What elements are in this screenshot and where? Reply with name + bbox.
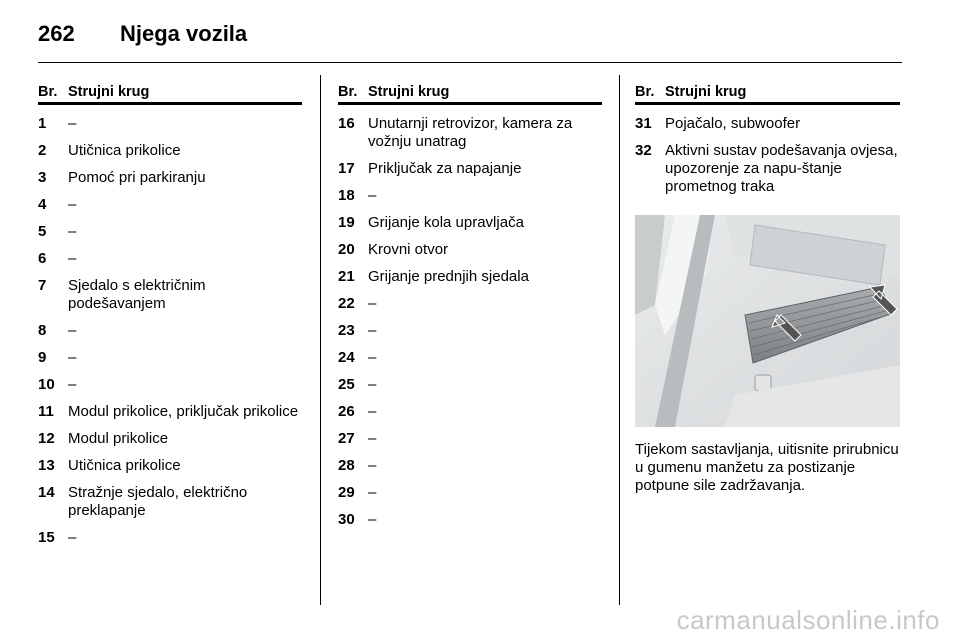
trunk-panel-photo (635, 215, 900, 427)
column-divider (320, 75, 321, 605)
fuse-circuit: Sjedalo s električnim podešavanjem (68, 277, 206, 312)
fuse-circuit: – (368, 484, 377, 501)
fuse-number: 3 (38, 169, 47, 186)
table-row (338, 426, 602, 453)
fuse-number: 15 (38, 529, 55, 546)
table-row (338, 480, 602, 507)
table-row (38, 219, 302, 246)
fuse-circuit: Utičnica prikolice (68, 142, 181, 159)
table-row (338, 507, 602, 534)
fuse-circuit: – (368, 322, 377, 339)
table-row (635, 138, 900, 201)
fuse-number: 23 (338, 322, 355, 339)
table-row (38, 111, 302, 138)
table-header (338, 80, 602, 105)
fuse-circuit: Modul prikolice (68, 430, 169, 447)
fuse-circuit: – (368, 187, 377, 204)
fuse-circuit: – (368, 295, 377, 312)
table-row (38, 372, 302, 399)
table-row (38, 345, 302, 372)
fuse-number: 11 (38, 403, 54, 420)
fuse-number: 10 (38, 376, 55, 393)
header-rule (38, 62, 902, 63)
fuse-circuit: – (368, 349, 377, 366)
header-number: Br. (635, 84, 655, 100)
header-number: Br. (38, 84, 58, 100)
table-row (38, 426, 302, 453)
fuse-circuit: Pojačalo, subwoofer (665, 115, 801, 132)
fuse-number: 24 (338, 349, 355, 366)
fuse-circuit: – (68, 196, 77, 213)
fuse-number: 26 (338, 403, 355, 420)
fuse-circuit: Utičnica prikolice (68, 457, 181, 474)
table-row (38, 399, 302, 426)
fuse-circuit: – (368, 511, 377, 528)
page-number: 262 (38, 21, 75, 46)
header-circuit: Strujni krug (68, 84, 150, 100)
fuse-circuit: – (368, 457, 377, 474)
table-row (38, 480, 302, 525)
table-row (338, 156, 602, 183)
table-row (338, 264, 602, 291)
fuse-number: 22 (338, 295, 355, 312)
fuse-number: 6 (38, 250, 47, 267)
fuse-number: 16 (338, 115, 355, 132)
fuse-number: 17 (338, 160, 355, 177)
fuse-number: 7 (38, 277, 47, 294)
table-row (38, 453, 302, 480)
fuse-table-column-2 (338, 80, 602, 534)
fuse-number: 4 (38, 196, 47, 213)
fuse-table-column-1 (38, 80, 302, 552)
fuse-circuit: – (68, 115, 77, 132)
table-row (38, 138, 302, 165)
column-divider (619, 75, 620, 605)
table-row (635, 111, 900, 138)
header-circuit: Strujni krug (665, 84, 747, 100)
fuse-number: 29 (338, 484, 355, 501)
fuse-circuit: – (68, 223, 77, 240)
fuse-circuit: Unutarnji retrovizor, kamera za vožnju unatrag (368, 115, 573, 150)
table-header (635, 80, 900, 105)
header-circuit: Strujni krug (368, 84, 450, 100)
fuse-table-column-3 (635, 80, 900, 495)
fuse-circuit: Modul prikolice, priključak prikolice (68, 403, 299, 420)
fuse-number: 8 (38, 322, 47, 339)
fuse-number: 13 (38, 457, 55, 474)
table-row (338, 399, 602, 426)
fuse-circuit: Priključak za napajanje (368, 160, 522, 177)
table-row (338, 291, 602, 318)
fuse-number: 12 (38, 430, 55, 447)
fuse-circuit: Pomoć pri parkiranju (68, 169, 206, 186)
fuse-circuit: – (68, 250, 77, 267)
fuse-number: 14 (38, 484, 55, 501)
table-header (38, 80, 302, 105)
fuse-number: 20 (338, 241, 355, 258)
fuse-circuit: Krovni otvor (368, 241, 449, 258)
fuse-circuit: Grijanje prednjih sjedala (368, 268, 529, 285)
fuse-number: 18 (338, 187, 355, 204)
fuse-number: 9 (38, 349, 47, 366)
fuse-number: 28 (338, 457, 355, 474)
fuse-number: 27 (338, 430, 355, 447)
table-row (338, 453, 602, 480)
page-header (38, 14, 247, 54)
table-row (338, 210, 602, 237)
table-row (38, 525, 302, 552)
fuse-number: 25 (338, 376, 355, 393)
fuse-circuit: – (368, 376, 377, 393)
fuse-number: 32 (635, 142, 652, 159)
photo-caption: Tijekom sastavljanja, uitisnite prirubnicu u gumenu manžetu za postizanje potpune sile zadržavanja. (635, 441, 899, 494)
fuse-circuit: – (368, 403, 377, 420)
table-row (338, 111, 602, 156)
fuse-circuit: – (68, 376, 77, 393)
watermark: carmanualsonline.info (676, 605, 940, 635)
fuse-circuit: – (68, 529, 77, 546)
table-row (338, 345, 602, 372)
header-number: Br. (338, 84, 358, 100)
fuse-number: 1 (38, 115, 47, 132)
table-row (38, 318, 302, 345)
fuse-number: 30 (338, 511, 355, 528)
fuse-number: 19 (338, 214, 355, 231)
table-row (38, 192, 302, 219)
table-row (338, 237, 602, 264)
table-row (338, 183, 602, 210)
table-row (38, 246, 302, 273)
table-row (38, 273, 302, 318)
table-row (38, 165, 302, 192)
fuse-number: 21 (338, 268, 355, 285)
fuse-circuit: Stražnje sjedalo, električno preklapanje (68, 484, 248, 519)
fuse-number: 31 (635, 115, 652, 132)
table-row (338, 318, 602, 345)
fuse-circuit: Aktivni sustav podešavanja ovjesa, upozorenje za napu-štanje prometnog traka (665, 142, 898, 195)
fuse-circuit: – (368, 430, 377, 447)
table-row (338, 372, 602, 399)
fuse-number: 5 (38, 223, 47, 240)
page-title: Njega vozila (120, 21, 248, 46)
fuse-circuit: Grijanje kola upravljača (368, 214, 524, 231)
fuse-circuit: – (68, 322, 77, 339)
fuse-circuit: – (68, 349, 77, 366)
fuse-number: 2 (38, 142, 47, 159)
